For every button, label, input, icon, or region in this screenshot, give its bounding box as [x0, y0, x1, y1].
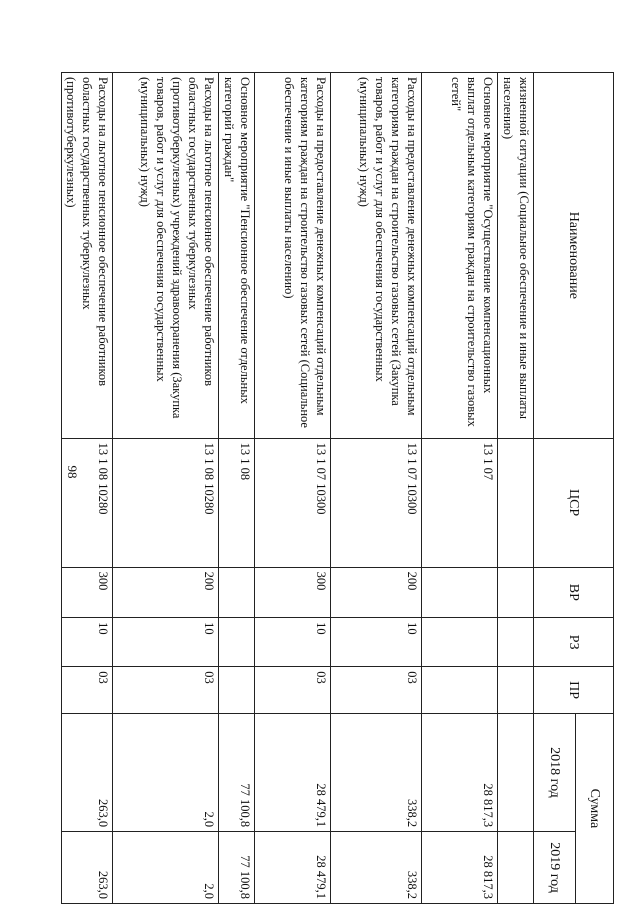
table-row — [113, 73, 219, 904]
row-csr-cell: 13 1 07 — [422, 438, 498, 567]
header-csr: ЦСР — [534, 438, 614, 567]
table-row — [62, 73, 113, 904]
row-name-cell: Расходы на предоставление денежных компенсаций отдельным категориям граждан на строительство газовых сетей (Социальное обеспечение и иные выплаты населению) — [255, 73, 331, 439]
table-row — [422, 73, 498, 904]
row-name-cell: жизненной ситуации (Социальное обеспечение и иные выплаты населению) — [498, 73, 534, 439]
row-sum-2018-cell: 77 100,8 — [219, 713, 255, 831]
row-sum-2018-cell: 28 817,3 — [422, 713, 498, 831]
table-row — [219, 73, 255, 904]
row-pr-cell: 03 — [62, 667, 113, 714]
row-vr-cell — [422, 567, 498, 618]
header-vr: ВР — [534, 567, 614, 618]
row-csr-cell: 13 1 07 10300 — [331, 438, 422, 567]
row-vr-cell: 200 — [331, 567, 422, 618]
header-year-2018: 2018 год — [534, 713, 576, 831]
row-sum-2019-cell: 28 479,1 — [255, 832, 331, 904]
row-rz-cell — [422, 618, 498, 667]
row-csr-cell: 13 1 08 10280 — [113, 438, 219, 567]
table-row — [331, 73, 422, 904]
header-sum: Сумма — [576, 713, 614, 903]
row-vr-cell — [498, 567, 534, 618]
row-rz-cell: 10 — [62, 618, 113, 667]
row-sum-2019-cell: 77 100,8 — [219, 832, 255, 904]
budget-table — [61, 72, 614, 904]
row-vr-cell: 200 — [113, 567, 219, 618]
page-number: 98 — [65, 465, 80, 479]
row-name-cell: Основное мероприятие "Осуществление компенсационных выплат отдельным категориям граждан на строительство газовых сетей" — [422, 73, 498, 439]
row-sum-2019-cell — [498, 832, 534, 904]
row-csr-cell: 13 1 08 10280 — [62, 438, 113, 567]
table-row — [255, 73, 331, 904]
row-name-cell: Расходы на льготное пенсионное обеспечение работников областных государственных туберкулезных (противотуберкулезных) учреждений здравоохранения (Закупка товаров, работ и услуг для обеспечения государственных (муниципальных) нужд) — [113, 73, 219, 439]
row-pr-cell — [498, 667, 534, 714]
row-vr-cell: 300 — [255, 567, 331, 618]
header-year-2019: 2019 год — [534, 832, 576, 904]
row-rz-cell: 10 — [255, 618, 331, 667]
row-pr-cell — [422, 667, 498, 714]
table-row — [498, 73, 534, 904]
row-rz-cell: 10 — [113, 618, 219, 667]
row-pr-cell: 03 — [255, 667, 331, 714]
row-pr-cell: 03 — [113, 667, 219, 714]
header-name: Наименование — [534, 73, 614, 439]
row-rz-cell — [498, 618, 534, 667]
row-sum-2018-cell: 2,0 — [113, 713, 219, 831]
row-rz-cell — [219, 618, 255, 667]
row-name-cell: Расходы на предоставление денежных компенсаций отдельным категориям граждан на строительство газовых сетей (Закупка товаров, работ и услуг для обеспечения государственных (муниципальных) нужд) — [331, 73, 422, 439]
row-csr-cell: 13 1 07 10300 — [255, 438, 331, 567]
row-sum-2018-cell: 28 479,1 — [255, 713, 331, 831]
row-name-cell: Расходы на льготное пенсионное обеспечение работников областных государственных туберкулезных (противотуберкулезных) — [62, 73, 113, 439]
row-pr-cell — [219, 667, 255, 714]
row-sum-2018-cell: 338,2 — [331, 713, 422, 831]
row-pr-cell: 03 — [331, 667, 422, 714]
header-pr: ПР — [534, 667, 614, 714]
row-csr-cell: 13 1 08 — [219, 438, 255, 567]
row-vr-cell: 300 — [62, 567, 113, 618]
row-sum-2019-cell: 2,0 — [113, 832, 219, 904]
row-sum-2019-cell: 338,2 — [331, 832, 422, 904]
row-name-cell: Основное мероприятие "Пенсионное обеспечение отдельных категорий граждан" — [219, 73, 255, 439]
row-csr-cell — [498, 438, 534, 567]
row-sum-2018-cell: 263,0 — [62, 713, 113, 831]
row-vr-cell — [219, 567, 255, 618]
row-sum-2019-cell: 263,0 — [62, 832, 113, 904]
row-rz-cell: 10 — [331, 618, 422, 667]
header-rz: РЗ — [534, 618, 614, 667]
row-sum-2019-cell: 28 817,3 — [422, 832, 498, 904]
row-sum-2018-cell — [498, 713, 534, 831]
